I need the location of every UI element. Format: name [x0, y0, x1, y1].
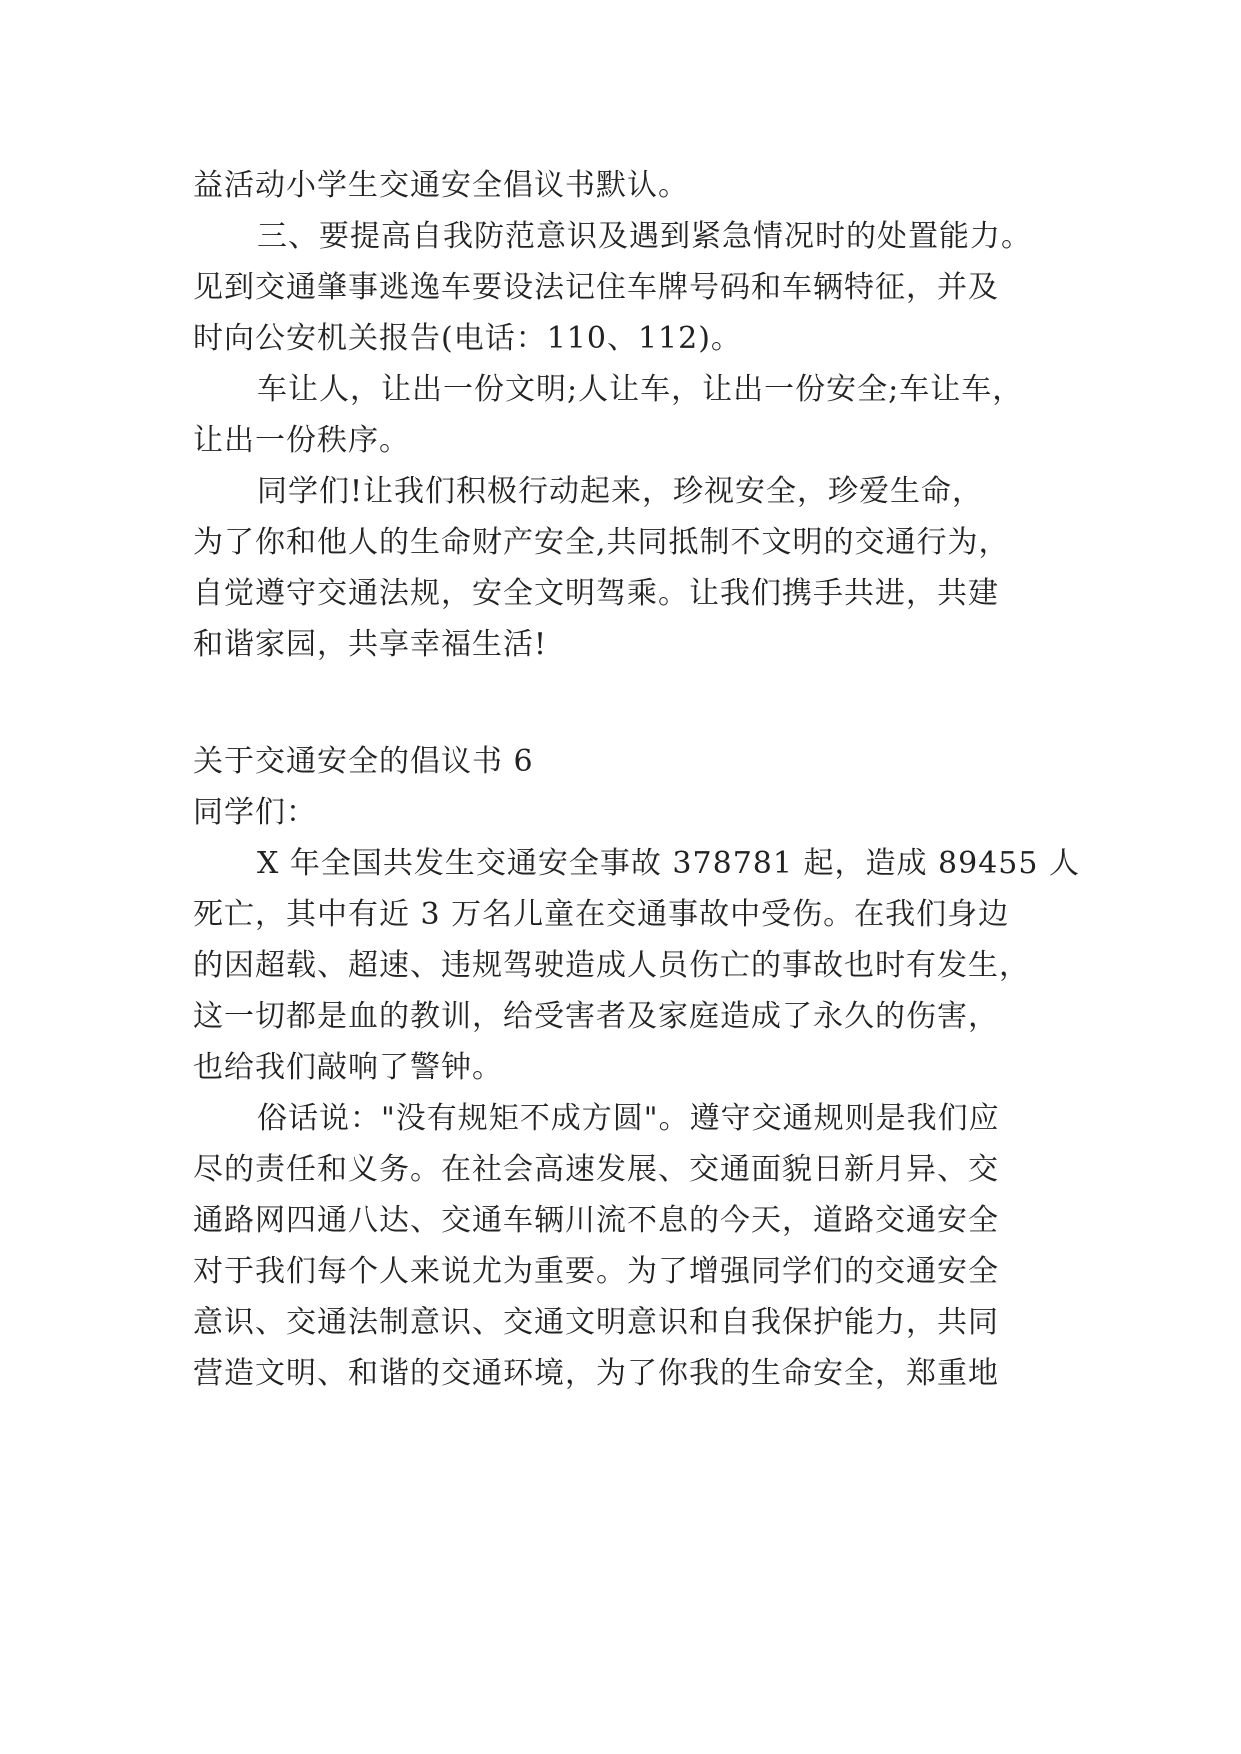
paragraph-line: X 年全国共发生交通安全事故 378781 起，造成 89455 人: [257, 846, 1080, 881]
text-line: 营造文明、和谐的交通环境，为了你我的生命安全，郑重地: [193, 1356, 999, 1391]
paragraph-line: 车让人，让出一份文明;人让车，让出一份安全;车让车，: [257, 372, 1024, 407]
text-line: 意识、交通法制意识、交通文明意识和自我保护能力，共同: [193, 1305, 999, 1340]
paragraph-line: 俗话说："没有规矩不成方圆"。遵守交通规则是我们应: [257, 1101, 1000, 1136]
text-line: 也给我们敲响了警钟。: [193, 1050, 503, 1085]
text-line: 见到交通肇事逃逸车要设法记住车牌号码和车辆特征，并及: [193, 270, 999, 305]
text-line: 的因超载、超速、违规驾驶造成人员伤亡的事故也时有发生，: [193, 948, 1030, 983]
text-line: 为了你和他人的生命财产安全,共同抵制不文明的交通行为，: [193, 525, 1010, 560]
document-body: [193, 160, 1080, 1399]
text-line: 死亡，其中有近 3 万名儿童在交通事故中受伤。在我们身边: [193, 897, 1010, 932]
text-line: 自觉遵守交通法规，安全文明驾乘。让我们携手共进，共建: [193, 576, 999, 611]
text-line: 和谐家园，共享幸福生活!: [193, 627, 548, 662]
text-line: 让出一份秩序。: [193, 423, 410, 458]
text-line: 尽的责任和义务。在社会高速发展、交通面貌日新月异、交: [193, 1152, 999, 1187]
text-line: 通路网四通八达、交通车辆川流不息的今天，道路交通安全: [193, 1203, 999, 1238]
paragraph-line: 同学们!让我们积极行动起来，珍视安全，珍爱生命，: [257, 474, 984, 509]
salutation: 同学们：: [193, 795, 317, 830]
text-line: 益活动小学生交通安全倡议书默认。: [193, 168, 689, 203]
paragraph-line: 三、要提高自我防范意识及遇到紧急情况时的处置能力。: [257, 219, 1032, 254]
section-spacer: [193, 670, 1073, 736]
text-line: 时向公安机关报告(电话：110、112)。: [193, 321, 742, 356]
text-line: 对于我们每个人来说尤为重要。为了增强同学们的交通安全: [193, 1254, 999, 1289]
section-heading: 关于交通安全的倡议书 6: [193, 744, 534, 779]
text-line: 这一切都是血的教训，给受害者及家庭造成了永久的伤害，: [193, 999, 999, 1034]
